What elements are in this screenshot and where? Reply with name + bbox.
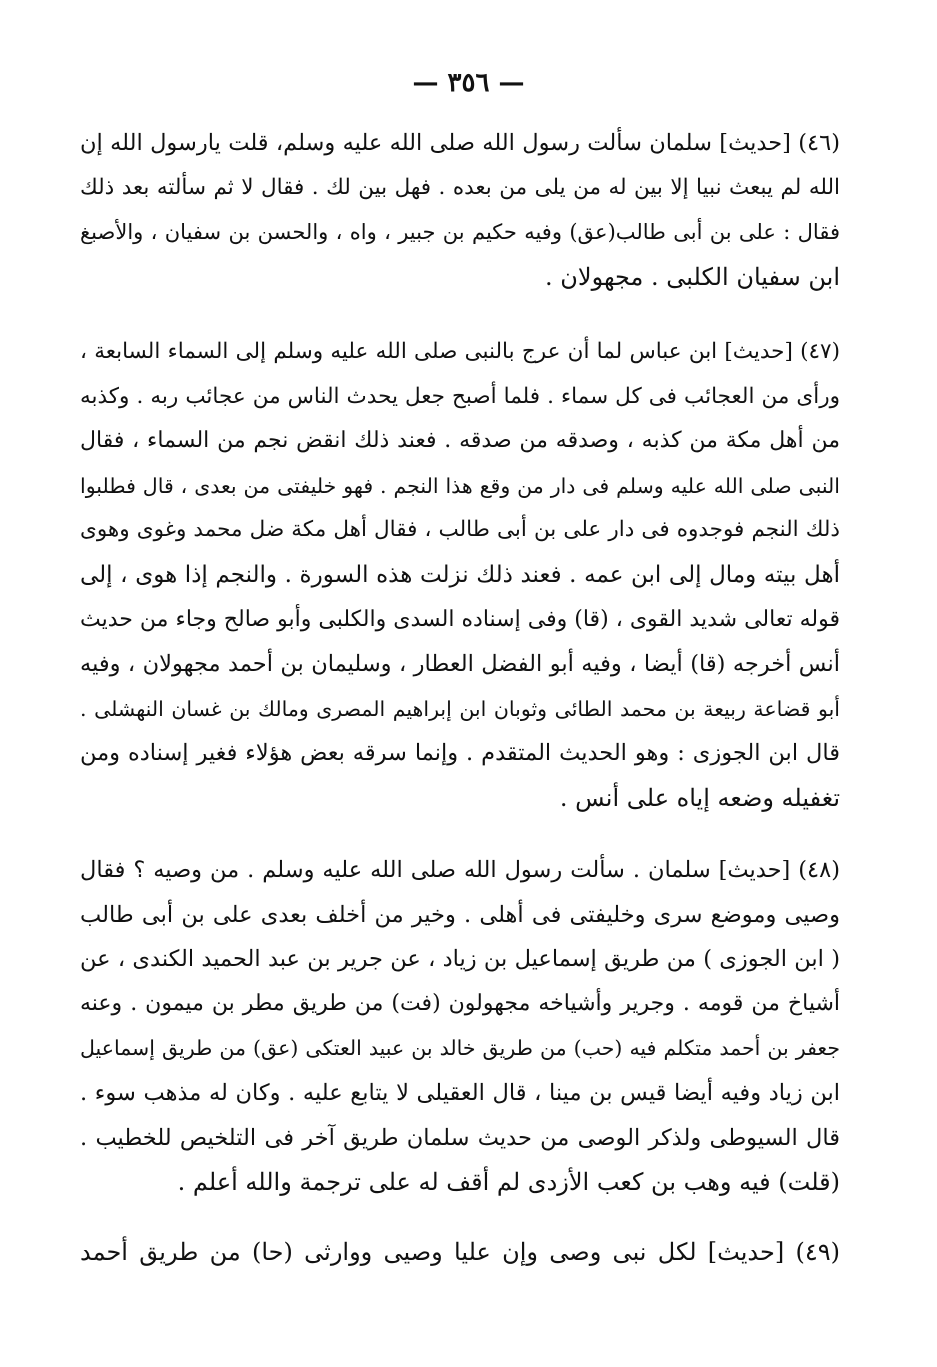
hadith-paragraph-48 xyxy=(80,848,840,1205)
text-line: جعفر بن أحمد متكلم فيه (حب) من طريق خالد بن عبيد العتكى (عق) من طريق إسماعيل xyxy=(80,1036,840,1061)
text-line: النبى صلى الله عليه وسلم فى دار من وقع هذا النجم . فهو خليفتى من بعدى ، قال فطلبوا xyxy=(80,473,840,498)
text-line: ( ابن الجوزى ) من طريق إسماعيل بن زياد ، عن جرير بن عبد الحميد الكندى ، عن xyxy=(80,946,840,973)
text-line: (٤٦) [حديث] سلمان سألت رسول الله صلى الله عليه وسلم، قلت يارسول الله إن xyxy=(80,130,840,156)
text-line: قوله تعالى شديد القوى ، (قا) وفى إسناده السدى والكلبى وأبو صالح وجاء من حديث xyxy=(80,606,840,632)
text-line: ذلك النجم فوجدوه فى دار على بن أبى طالب ، فقال أهل مكة ضل محمد وغوى وهوى xyxy=(80,517,840,543)
text-line: أبو قضاعة ربيعة بن محمد الطائى وثوبان ابن إبراهيم المصرى ومالك بن غسان النهشلى . xyxy=(80,696,840,721)
text-line: (٤٩) [حديث] لكل نبى وصى وإن عليا وصيى ووارثى (حا) من طريق أحمد xyxy=(80,1238,840,1266)
text-line: قال السيوطى ولذكر الوصى من حديث سلمان طريق آخر فى التلخيص للخطيب . xyxy=(80,1124,840,1151)
text-line: وصيى وموضع سرى وخليفتى فى أهلى . وخير من أخلف بعدى على بن أبى طالب xyxy=(80,901,840,928)
text-line: ورأى من العجائب فى كل سماء . فلما أصبح جعل يحدث الناس من عجائب ربه . وكذبه xyxy=(80,383,840,409)
text-line: من أهل مكة من كذبه ، وصدقه من صدقه . فعند ذلك انقض نجم من السماء ، فقال xyxy=(80,428,840,454)
page-number: — ٣٥٦ — xyxy=(412,68,525,98)
text-line: أشياخ من قومه . وجرير وأشياخه مجهولون (فت) من طريق مطر بن ميمون . وعنه xyxy=(80,990,840,1016)
text-line: أهل بيته ومال إلى ابن عمه . فعند ذلك نزلت هذه السورة . والنجم إذا هوى ، إلى xyxy=(80,561,840,588)
text-line: (٤٨) [حديث] سلمان . سألت رسول الله صلى الله عليه وسلم . من وصيه ؟ فقال xyxy=(80,857,840,883)
hadith-paragraph-49 xyxy=(80,1230,840,1275)
text-line: تغفيله وضعه إياه على أنس . xyxy=(559,783,840,812)
text-line: فقال : على بن أبى طالب(عق) وفيه حكيم بن جبير ، واه ، والحسن بن سفيان ، والأصبغ xyxy=(80,220,840,245)
text-line: ابن سفيان الكلبى . مجهولان . xyxy=(545,262,840,291)
hadith-paragraph-46 xyxy=(80,121,840,299)
text-line: ابن زياد وفيه أيضا قيس بن مينا ، قال العقيلى لا يتابع عليه . وكان له مذهب سوء . xyxy=(80,1079,840,1106)
text-line: (٤٧) [حديث] ابن عباس لما أن عرج بالنبى صلى الله عليه وسلم إلى السماء السابعة ، xyxy=(80,339,840,364)
text-line: الله لم يبعث نبيا إلا بين له من يلى من بعده . فهل بين لك . فقال لا ثم سألته بعد ذلك xyxy=(80,174,840,200)
text-line: قال ابن الجوزى : وهو الحديث المتقدم . وإنما سرقه بعض هؤلاء فغير إسناده ومن xyxy=(80,740,840,767)
text-line: (قلت) فيه وهب بن كعب الأزدى لم أقف له على ترجمة والله أعلم . xyxy=(177,1168,840,1197)
hadith-paragraph-47 xyxy=(80,330,840,821)
text-line: أنس أخرجه (قا) أيضا ، وفيه أبو الفضل العطار ، وسليمان بن أحمد مجهولان ، وفيه xyxy=(80,651,840,678)
